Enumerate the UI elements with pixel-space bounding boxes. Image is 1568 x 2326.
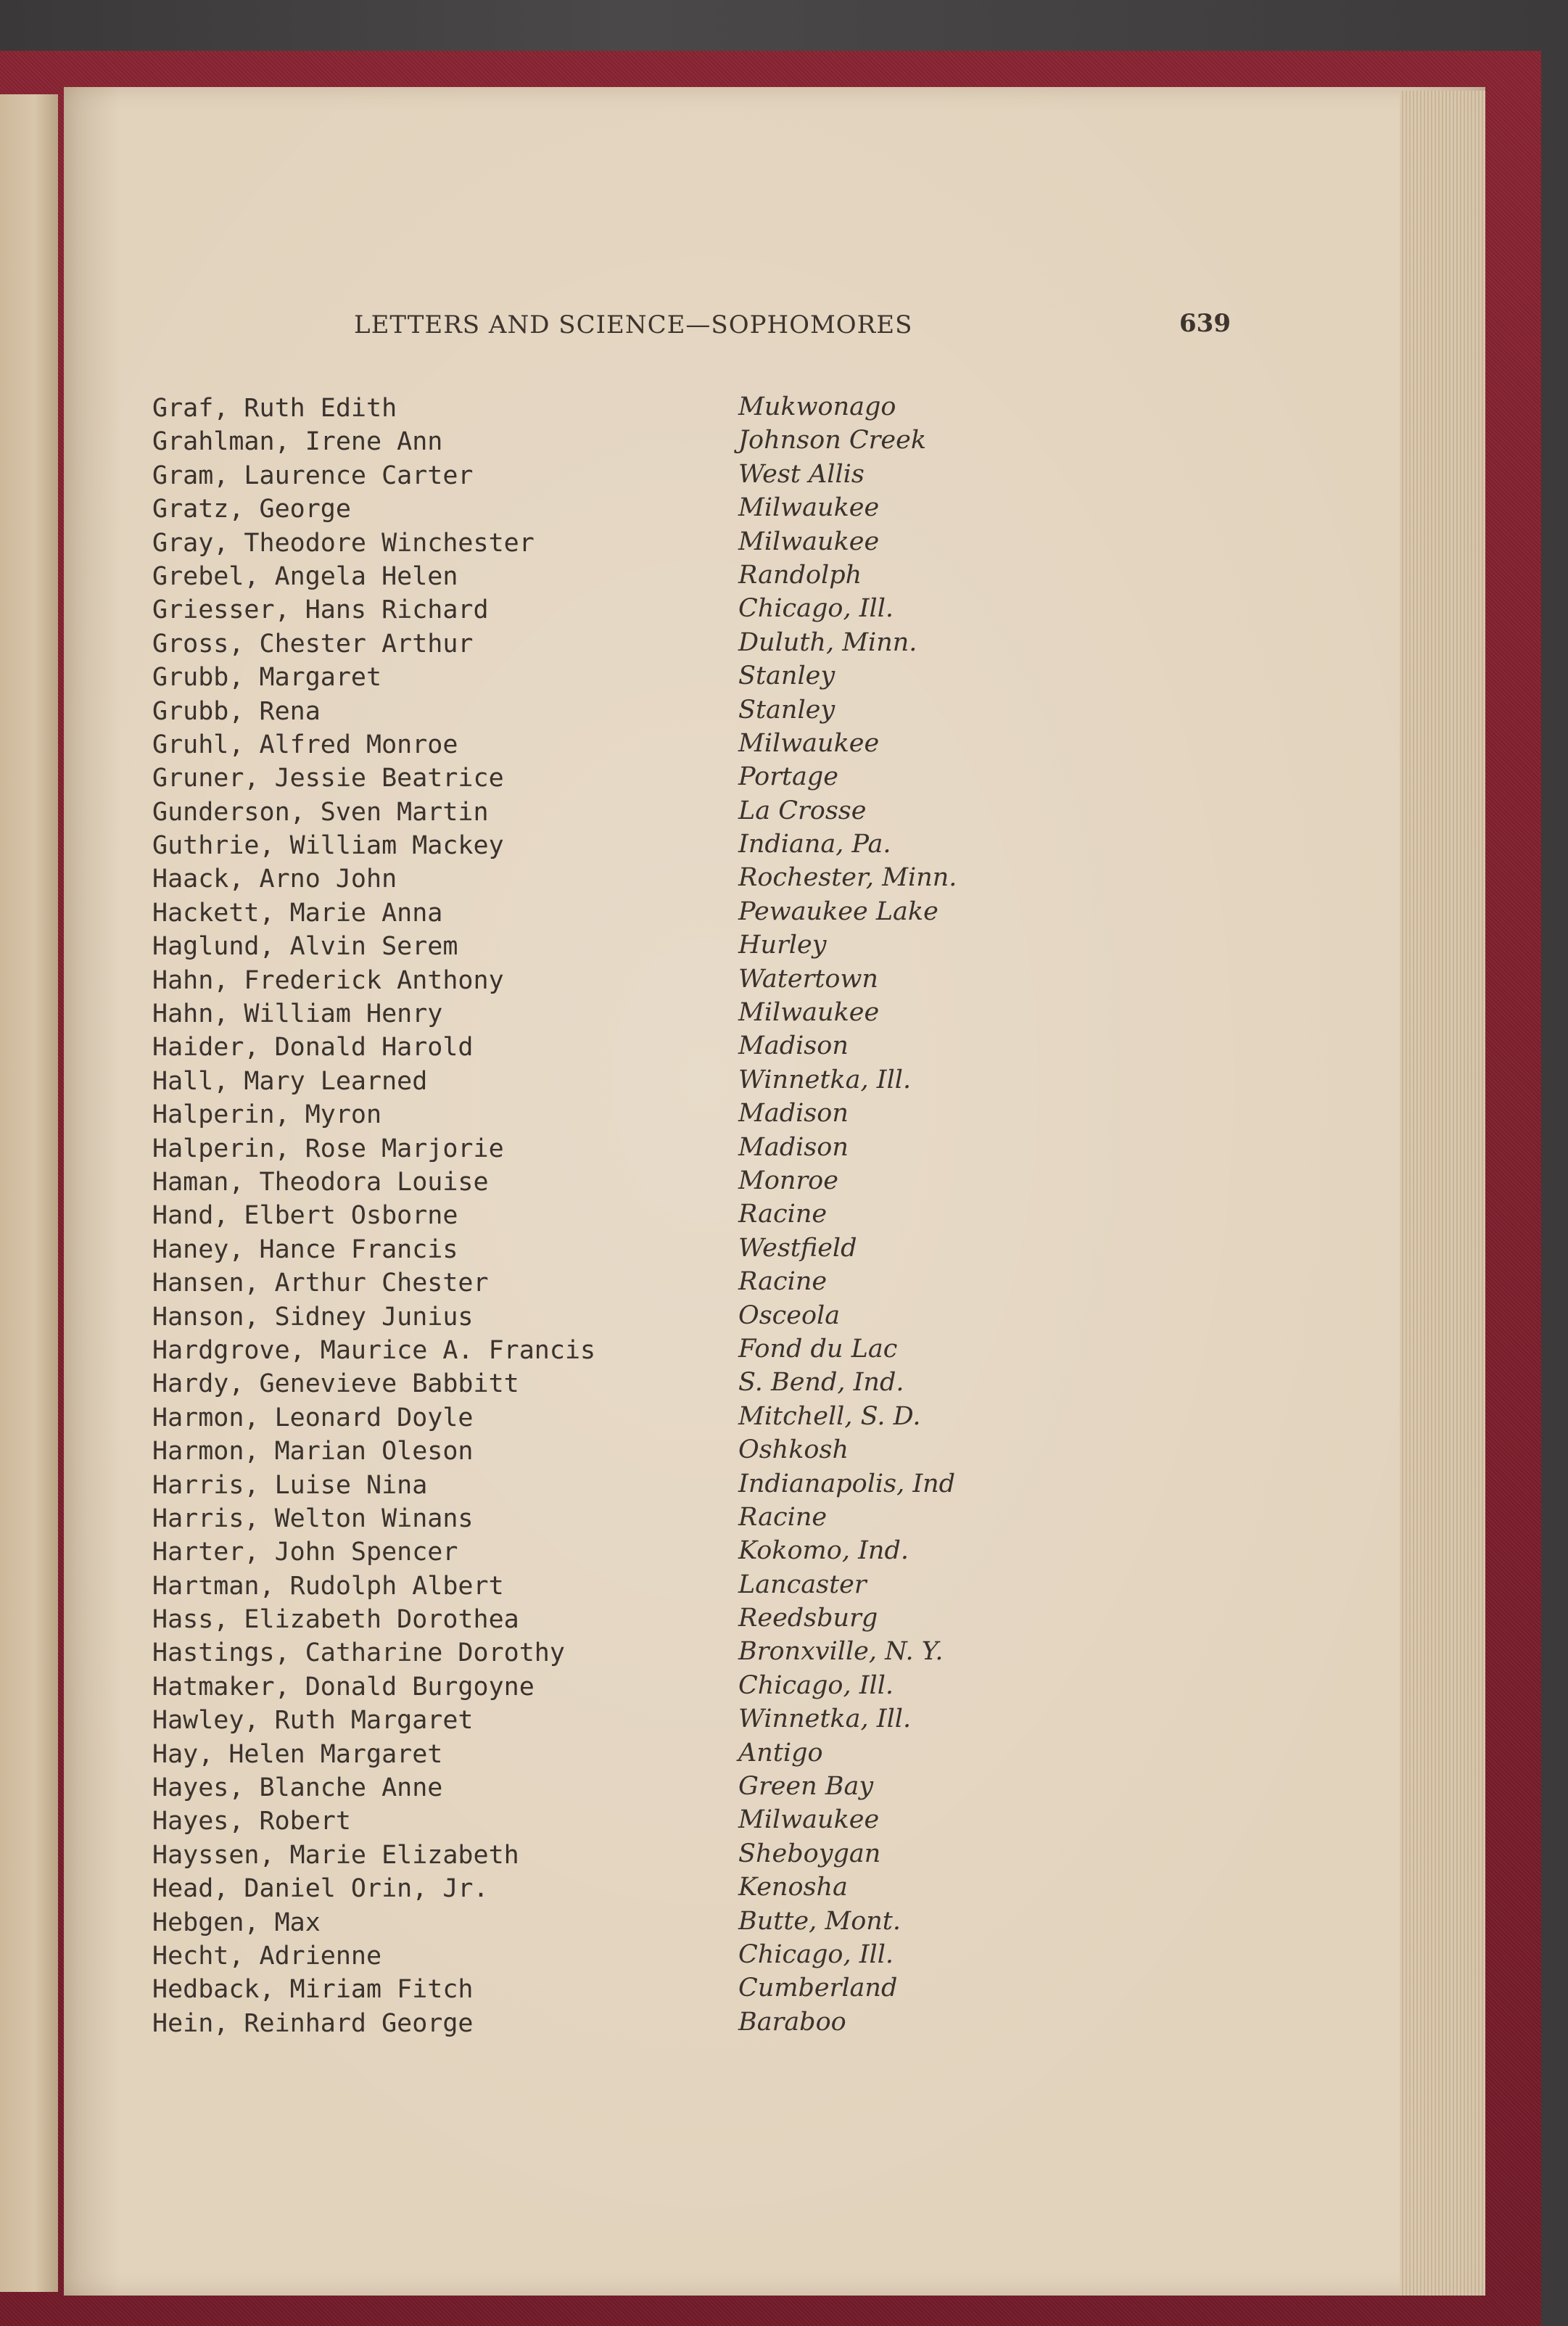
list-item xyxy=(152,964,1023,997)
list-item xyxy=(152,2007,1023,2040)
hometown: Rochester, Minn. xyxy=(738,863,957,893)
hometown: Green Bay xyxy=(738,1772,874,1802)
student-name: Harter, John Spencer xyxy=(152,1538,458,1567)
hometown: Indiana, Pa. xyxy=(738,830,891,859)
list-item xyxy=(152,1906,1023,1939)
list-item xyxy=(152,1098,1023,1131)
list-item xyxy=(152,1872,1023,1905)
list-item xyxy=(152,1199,1023,1232)
student-name: Hebgen, Max xyxy=(152,1908,321,1937)
hometown: S. Bend, Ind. xyxy=(738,1368,904,1398)
hometown: Monroe xyxy=(738,1166,838,1195)
student-name: Griesser, Hans Richard xyxy=(152,595,489,625)
hometown: Oshkosh xyxy=(738,1435,849,1465)
student-name: Grubb, Margaret xyxy=(152,663,382,693)
list-item xyxy=(152,762,1023,795)
list-item xyxy=(152,1670,1023,1704)
hometown: Butte, Mont. xyxy=(738,1906,901,1936)
hometown: Bronxville, N. Y. xyxy=(738,1637,944,1667)
list-item xyxy=(152,1939,1023,1973)
hometown: Milwaukee xyxy=(738,998,880,1028)
list-item xyxy=(152,1570,1023,1603)
hometown: Milwaukee xyxy=(738,493,880,523)
student-name: Gruner, Jessie Beatrice xyxy=(152,764,504,793)
student-name: Graf, Ruth Edith xyxy=(152,394,397,423)
student-name: Hass, Elizabeth Dorothea xyxy=(152,1605,519,1635)
list-item xyxy=(152,459,1023,492)
list-item xyxy=(152,425,1023,458)
list-item xyxy=(152,1973,1023,2006)
list-item xyxy=(152,492,1023,526)
student-name: Hayssen, Marie Elizabeth xyxy=(152,1840,519,1870)
hometown: Duluth, Minn. xyxy=(738,627,917,657)
list-item xyxy=(152,1469,1023,1502)
student-name: Harmon, Leonard Doyle xyxy=(152,1403,474,1432)
student-name: Haider, Donald Harold xyxy=(152,1033,474,1063)
list-item xyxy=(152,1065,1023,1098)
student-list xyxy=(152,392,1023,2040)
hometown: Racine xyxy=(738,1200,828,1229)
list-item xyxy=(152,1435,1023,1468)
student-name: Gratz, George xyxy=(152,495,351,524)
student-name: Harmon, Marian Oleson xyxy=(152,1437,474,1467)
hometown: Chicago, Ill. xyxy=(738,594,894,624)
list-item xyxy=(152,930,1023,963)
student-name: Harris, Welton Winans xyxy=(152,1504,474,1533)
student-name: Haney, Hance Francis xyxy=(152,1234,458,1264)
hometown: Chicago, Ill. xyxy=(738,1939,894,1969)
hometown: Madison xyxy=(738,1031,849,1061)
student-name: Haack, Arno John xyxy=(152,865,397,894)
hometown: Indianapolis, Ind xyxy=(738,1469,956,1498)
student-name: Hecht, Adrienne xyxy=(152,1941,382,1971)
page-number: 639 xyxy=(1179,309,1231,338)
student-name: Hatmaker, Donald Burgoyne xyxy=(152,1672,535,1702)
hometown: Winnetka, Ill. xyxy=(738,1704,912,1734)
student-name: Hay, Helen Margaret xyxy=(152,1739,443,1769)
hometown: Sheboygan xyxy=(738,1839,881,1868)
list-item xyxy=(152,796,1023,829)
student-name: Hardgrove, Maurice A. Francis xyxy=(152,1335,596,1365)
list-item xyxy=(152,862,1023,896)
student-name: Hahn, Frederick Anthony xyxy=(152,965,504,995)
hometown: Mitchell, S. D. xyxy=(738,1401,921,1431)
student-name: Head, Daniel Orin, Jr. xyxy=(152,1874,489,1904)
hometown: Racine xyxy=(738,1502,828,1532)
running-head: LETTERS AND SCIENCE—SOPHOMORES xyxy=(354,310,913,339)
list-item xyxy=(152,1535,1023,1569)
hometown: Kenosha xyxy=(738,1873,848,1902)
hometown: Kokomo, Ind. xyxy=(738,1536,909,1566)
student-name: Gray, Theodore Winchester xyxy=(152,528,535,558)
list-item xyxy=(152,392,1023,425)
student-name: Gross, Chester Arthur xyxy=(152,629,474,659)
hometown: Winnetka, Ill. xyxy=(738,1065,912,1094)
list-item xyxy=(152,896,1023,930)
student-name: Hansen, Arthur Chester xyxy=(152,1269,489,1298)
list-item xyxy=(152,1166,1023,1199)
list-item xyxy=(152,527,1023,560)
list-item xyxy=(152,1502,1023,1535)
student-name: Hand, Elbert Osborne xyxy=(152,1201,458,1231)
student-name: Halperin, Rose Marjorie xyxy=(152,1134,504,1163)
student-name: Gunderson, Sven Martin xyxy=(152,797,489,827)
hometown: Racine xyxy=(738,1267,828,1297)
student-name: Hardy, Genevieve Babbitt xyxy=(152,1369,519,1399)
student-name: Gram, Laurence Carter xyxy=(152,461,474,490)
list-item xyxy=(152,1636,1023,1670)
student-name: Grebel, Angela Helen xyxy=(152,561,458,591)
hometown: Westfield xyxy=(738,1233,857,1263)
hometown: Stanley xyxy=(738,661,835,691)
hometown: Lancaster xyxy=(738,1570,867,1599)
student-name: Harris, Luise Nina xyxy=(152,1470,428,1500)
list-item xyxy=(152,1401,1023,1435)
hometown: Milwaukee xyxy=(738,1805,880,1835)
list-item xyxy=(152,1334,1023,1367)
hometown: Fond du Lac xyxy=(738,1334,898,1364)
student-name: Grahlman, Irene Ann xyxy=(152,427,443,457)
student-name: Hawley, Ruth Margaret xyxy=(152,1706,474,1736)
hometown: Antigo xyxy=(738,1738,823,1768)
student-name: Hedback, Miriam Fitch xyxy=(152,1975,474,2005)
hometown: Reedsburg xyxy=(738,1604,878,1633)
student-name: Hein, Reinhard George xyxy=(152,2008,474,2038)
list-item xyxy=(152,695,1023,728)
list-item xyxy=(152,661,1023,694)
student-name: Haman, Theodora Louise xyxy=(152,1167,489,1197)
student-name: Hall, Mary Learned xyxy=(152,1066,428,1096)
list-item xyxy=(152,1704,1023,1737)
student-name: Hanson, Sidney Junius xyxy=(152,1302,474,1332)
hometown: Cumberland xyxy=(738,1974,898,2003)
hometown: Stanley xyxy=(738,695,835,725)
list-item xyxy=(152,1132,1023,1166)
student-name: Hackett, Marie Anna xyxy=(152,898,443,928)
hometown: La Crosse xyxy=(738,796,867,825)
list-item xyxy=(152,997,1023,1031)
hometown: Johnson Creek xyxy=(738,426,927,455)
student-name: Haglund, Alvin Serem xyxy=(152,932,458,962)
hometown: Osceola xyxy=(738,1300,841,1330)
hometown: Madison xyxy=(738,1099,849,1129)
hometown: Milwaukee xyxy=(738,527,880,556)
student-name: Hartman, Rudolph Albert xyxy=(152,1571,504,1601)
list-item xyxy=(152,1300,1023,1334)
list-item xyxy=(152,1805,1023,1838)
list-item xyxy=(152,560,1023,593)
hometown: Pewaukee Lake xyxy=(738,896,938,926)
hometown: Baraboo xyxy=(738,2007,846,2037)
student-name: Hayes, Blanche Anne xyxy=(152,1773,443,1803)
list-item xyxy=(152,1738,1023,1771)
list-item xyxy=(152,728,1023,762)
list-item xyxy=(152,1031,1023,1064)
hometown: West Allis xyxy=(738,459,865,489)
hometown: Portage xyxy=(738,762,838,792)
student-name: Grubb, Rena xyxy=(152,696,321,726)
list-item xyxy=(152,1367,1023,1401)
list-item xyxy=(152,1266,1023,1300)
hometown: Randolph xyxy=(738,560,862,590)
student-name: Gruhl, Alfred Monroe xyxy=(152,730,458,759)
hometown: Hurley xyxy=(738,931,827,960)
list-item xyxy=(152,1771,1023,1805)
list-item xyxy=(152,627,1023,661)
hometown: Milwaukee xyxy=(738,728,880,758)
hometown: Watertown xyxy=(738,964,878,994)
hometown: Madison xyxy=(738,1132,849,1162)
list-item xyxy=(152,1839,1023,1872)
list-item xyxy=(152,1233,1023,1266)
hometown: Chicago, Ill. xyxy=(738,1670,894,1700)
student-name: Halperin, Myron xyxy=(152,1100,382,1130)
list-item xyxy=(152,593,1023,627)
student-name: Hahn, William Henry xyxy=(152,999,443,1029)
student-name: Guthrie, William Mackey xyxy=(152,831,504,861)
student-name: Hayes, Robert xyxy=(152,1807,351,1836)
hometown: Mukwonago xyxy=(738,392,896,421)
list-item xyxy=(152,1603,1023,1636)
list-item xyxy=(152,829,1023,862)
student-name: Hastings, Catharine Dorothy xyxy=(152,1638,565,1668)
